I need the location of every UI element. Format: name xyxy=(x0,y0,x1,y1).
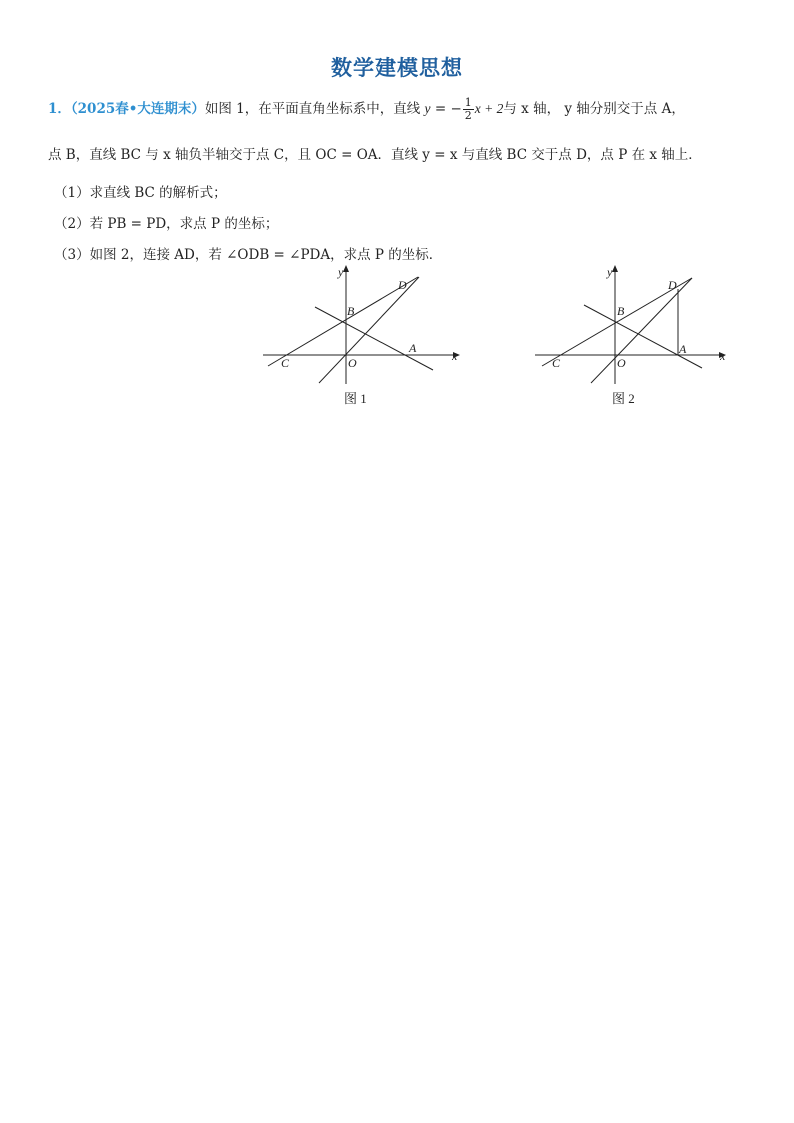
label-C: C xyxy=(552,356,561,370)
eq-tail: x + 2 xyxy=(474,101,504,116)
problem-source: （2025春•大连期末） xyxy=(70,101,205,117)
question-1: （1）求直线 BC 的解析式； xyxy=(54,185,227,201)
label-B: B xyxy=(617,304,625,318)
eq-minus: = − xyxy=(430,101,462,117)
label-O: O xyxy=(348,356,357,370)
figure-1-diagram xyxy=(255,262,475,387)
stem-text-b: 与 x 轴， xyxy=(503,101,561,117)
problem-number: 1． xyxy=(48,101,71,117)
line-OD xyxy=(319,277,419,383)
label-D: D xyxy=(668,278,677,292)
frac-numerator: 1 xyxy=(464,96,472,109)
figure-2-diagram xyxy=(527,262,747,387)
stem-text-c: y 轴分别交于点 A， xyxy=(564,101,685,117)
label-C: C xyxy=(281,356,290,370)
label-D: D xyxy=(398,278,407,292)
question-3: （3）如图 2，连接 AD，若 ∠ODB = ∠PDA，求点 P 的坐标． xyxy=(54,247,443,263)
line-AB xyxy=(584,305,702,368)
y-arrow-icon xyxy=(343,265,349,272)
label-A: A xyxy=(679,342,687,356)
line-AB xyxy=(315,307,433,370)
question-2: （2）若 PB = PD，求点 P 的坐标； xyxy=(54,216,279,232)
label-y: y xyxy=(338,265,344,279)
label-B: B xyxy=(347,304,355,318)
label-x: x xyxy=(452,349,458,363)
stem-text-a: 如图 1，在平面直角坐标系中，直线 xyxy=(204,101,421,117)
figure-1-caption: 图 1 xyxy=(344,391,367,406)
figure-2-caption: 图 2 xyxy=(612,391,635,406)
label-O: O xyxy=(617,356,626,370)
y-arrow-icon xyxy=(612,265,618,272)
line-OD xyxy=(591,278,692,383)
label-A: A xyxy=(409,341,417,355)
fraction xyxy=(463,97,474,122)
label-x: x xyxy=(720,349,726,363)
problem-stem-line2: 点 B，直线 BC 与 x 轴负半轴交于点 C，且 OC = OA．直线 y = x 与直线 BC 交于点 D，点 P 在 x 轴上． xyxy=(48,147,702,163)
label-y: y xyxy=(607,265,613,279)
frac-denominator: 2 xyxy=(464,109,472,122)
problem-stem-line1 xyxy=(48,97,685,122)
eq-y: y xyxy=(424,101,431,116)
page-title: 数学建模思想 xyxy=(331,56,463,80)
line-BC xyxy=(268,277,418,366)
